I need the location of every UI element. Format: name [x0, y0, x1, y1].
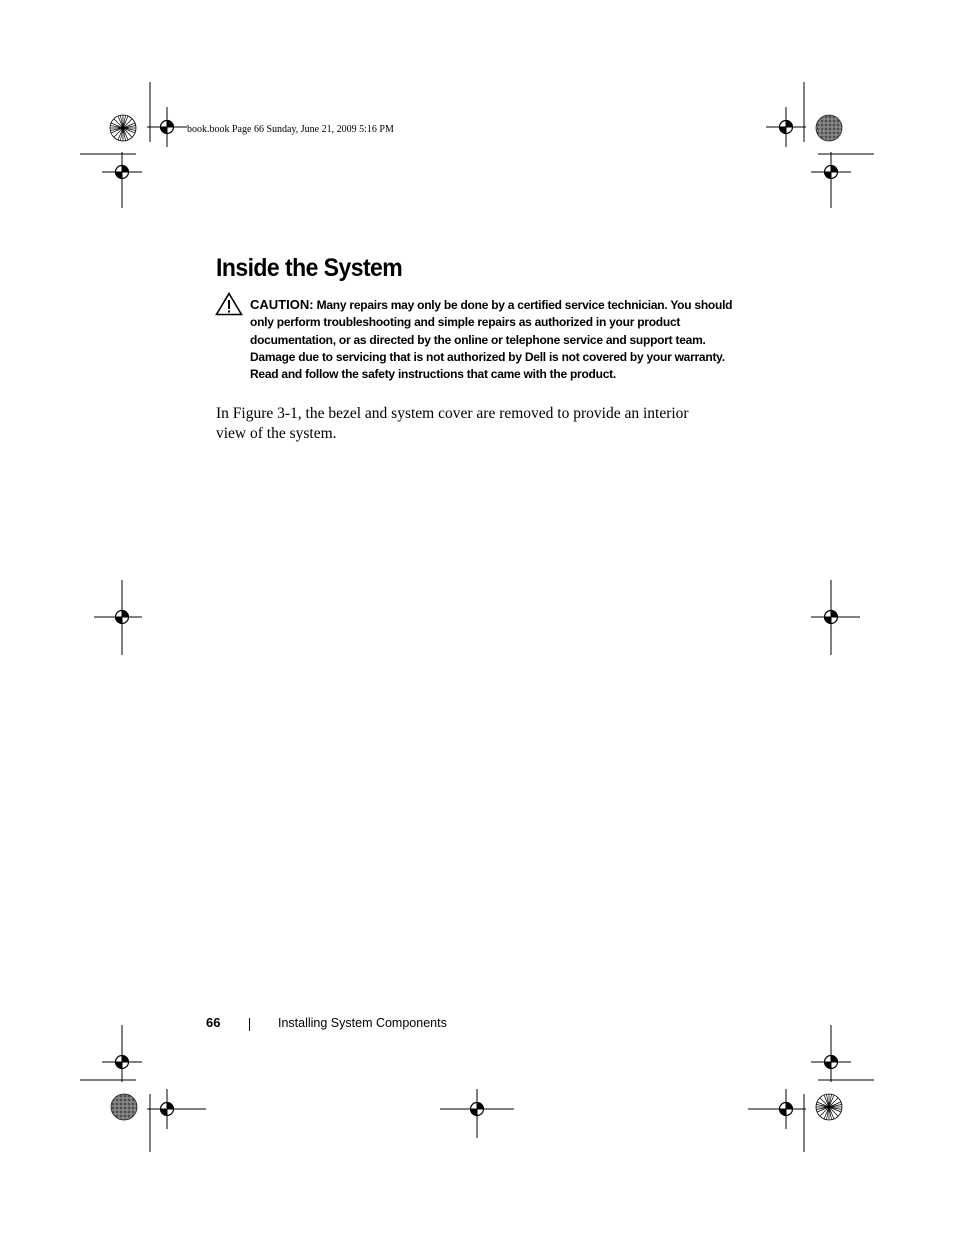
registration-mark [147, 1089, 187, 1129]
registration-mark [102, 152, 142, 192]
body-paragraph: In Figure 3-1, the bezel and system cover are removed to provide an interior view of the system. [216, 405, 689, 442]
starburst-mark [110, 115, 136, 141]
chapter-title: Installing System Components [278, 1016, 447, 1030]
page-number: 66 [206, 1015, 221, 1030]
registration-mark [811, 597, 851, 637]
caution-text: Many repairs may only be done by a certified service technician. You should only perform troubleshooting and simple repairs as authorized in your product documentation, or as directed by the online or telephone service and support team. Damage due to servicing that is not authorized by Dell is not covered by your warranty. Read and follow the safety instructions that came with the product. [250, 298, 733, 382]
registration-mark [147, 107, 187, 147]
registration-mark [766, 107, 806, 147]
registration-mark [102, 597, 142, 637]
registration-mark [457, 1089, 497, 1129]
caution-label: CAUTION: [250, 297, 314, 312]
print-header-info: book.book Page 66 Sunday, June 21, 2009 5:16 PM [187, 124, 394, 135]
registration-mark [811, 1042, 851, 1082]
section-title: Inside the System [216, 254, 403, 282]
registration-mark [811, 152, 851, 192]
starburst-mark [111, 1094, 137, 1120]
starburst-mark [816, 1094, 842, 1120]
registration-mark [766, 1089, 806, 1129]
footer-divider [249, 1018, 250, 1031]
warning-triangle-icon [215, 292, 243, 316]
caution-note [250, 296, 748, 383]
starburst-mark [816, 115, 842, 141]
registration-mark [102, 1042, 142, 1082]
